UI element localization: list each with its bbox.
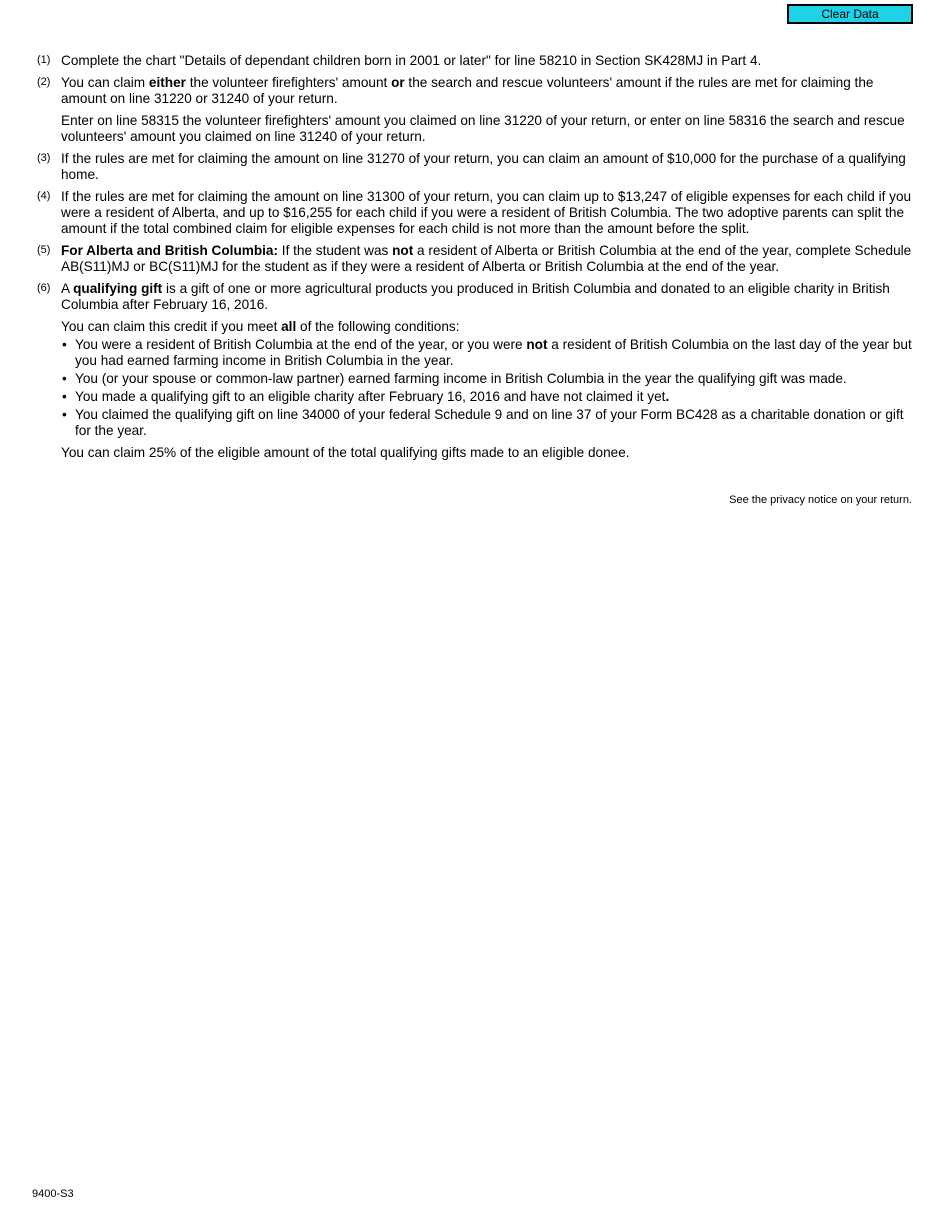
conditions-list (61, 337, 912, 439)
footnote-text: If the rules are met for claiming the amount on line 31300 of your return, you can claim up to $13,247 of eligible expenses for each child if you were a resident of Alberta, and up to $16,255 for each child if you were a resident of British Columbia. The two adoptive parents can split the amount if the total combined claim for eligible expenses for each child is not more than the amount before the split. (61, 189, 912, 236)
footnotes (37, 53, 912, 467)
footnote-text (61, 243, 912, 275)
emphasis: either (148, 75, 186, 90)
emphasis: not (392, 243, 414, 258)
text-run: of the following conditions: (296, 319, 460, 334)
footnote-1 (37, 53, 912, 69)
footnote-2 (37, 75, 912, 145)
text-run: A (61, 281, 74, 296)
text-run: a resident of Alberta or British Columbia at the end of the year, complete Schedule AB(S11)MJ or BC(S11)MJ for the student as if they were a resident of Alberta or British Columbia at the end of the year. (61, 243, 912, 274)
footnote-text (61, 75, 912, 107)
emphasis: all (281, 319, 297, 334)
footnote-6 (37, 281, 912, 461)
footnote-text: You can claim 25% of the eligible amount of the total qualifying gifts made to an eligible donee. (61, 445, 630, 460)
footnote-number: (3) (37, 152, 51, 164)
footnote-5 (37, 243, 912, 275)
list-item: • You (or your spouse or common-law partner) earned farming income in British Columbia in the year the qualifying gift was made. (61, 371, 912, 387)
text-run: You can claim (61, 75, 149, 90)
privacy-notice: See the privacy notice on your return. (729, 494, 912, 506)
emphasis: not (526, 337, 548, 352)
text-run: You made a qualifying gift to an eligible charity after February 16, 2016 and have not claimed it yet (75, 389, 666, 404)
text-run: a resident of British Columbia on the last day of the year but you had earned farming income in British Columbia in the year. (75, 337, 912, 368)
footnote-text: If the rules are met for claiming the amount on line 31270 of your return, you can claim an amount of $10,000 for the purchase of a qualifying home. (61, 151, 906, 182)
text-run: You can claim this credit if you meet (61, 319, 282, 334)
footnote-text (61, 319, 912, 335)
emphasis: qualifying gift (73, 281, 163, 296)
text-run: the volunteer firefighters' amount (185, 75, 392, 90)
emphasis: For Alberta and British Columbia: (61, 243, 279, 258)
footnote-4 (37, 189, 912, 237)
footnote-number: (4) (37, 190, 51, 202)
list-item (61, 337, 912, 369)
footnote-3 (37, 151, 912, 183)
footnote-text: Enter on line 58315 the volunteer firefighters' amount you claimed on line 31220 of your return, or enter on line 58316 the search and rescue volunteers' amount you claimed on line 31240 of your return. (61, 113, 905, 144)
emphasis: or (391, 75, 405, 90)
clear-data-button[interactable]: Clear Data (787, 4, 913, 24)
text-run: You were a resident of British Columbia at the end of the year, or you were (75, 337, 527, 352)
footnote-text: Complete the chart "Details of dependant children born in 2001 or later" for line 58210 in Section SK428MJ in Part 4. (61, 53, 762, 68)
text-run: the search and rescue volunteers' amount if the rules are met for claiming the amount on line 31220 or 31240 of your return. (61, 75, 874, 106)
footnote-number: (5) (37, 244, 51, 256)
footnote-number: (1) (37, 54, 51, 66)
footnote-number: (2) (37, 76, 51, 88)
form-number: 9400-S3 (32, 1188, 74, 1200)
text-run: is a gift of one or more agricultural products you produced in British Columbia and donated to an eligible charity in British Columbia after February 16, 2016. (61, 281, 890, 312)
list-item: • You claimed the qualifying gift on line 34000 of your federal Schedule 9 and on line 37 of your Form BC428 as a charitable donation or gift for the year. (61, 407, 912, 439)
footnote-text (61, 281, 912, 313)
text-run: If the student was (278, 243, 393, 258)
emphasis: . (665, 389, 670, 404)
list-item (61, 389, 912, 405)
footnote-number: (6) (37, 282, 51, 294)
